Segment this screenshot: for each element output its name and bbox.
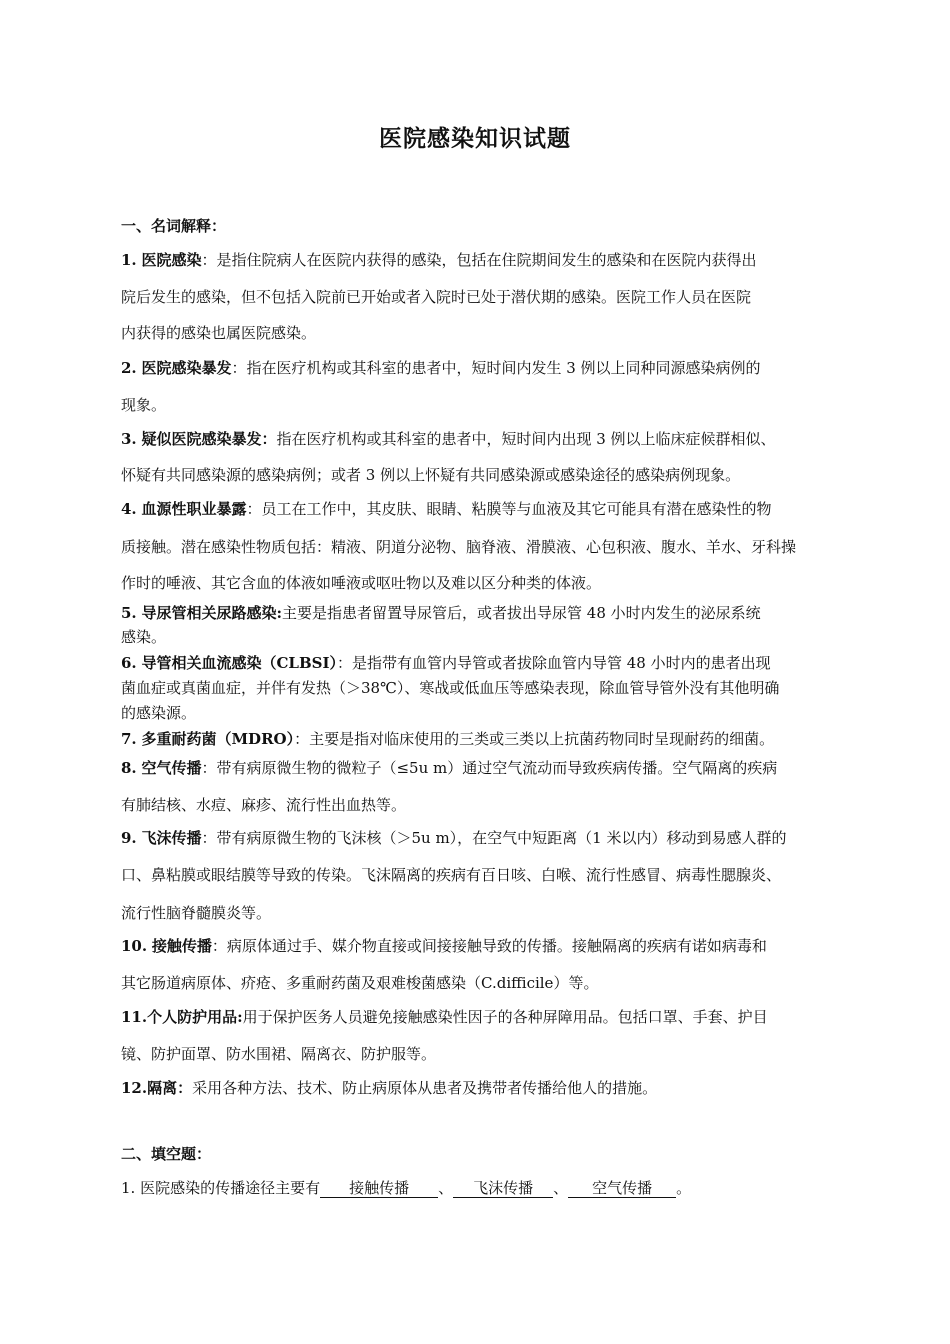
definition-text: ：是指住院病人在医院内获得的感染，包括在住院期间发生的感染和在医院内获得出 <box>201 251 757 269</box>
definition-text: ：是指带有血管内导管或者拔除血管内导管 48 小时内的患者出现 <box>336 654 771 672</box>
question-text: 医院感染的传播途径主要有 <box>140 1179 321 1197</box>
definition-line: 其它肠道病原体、疥疮、多重耐药菌及艰难梭菌感染（C.difficile）等。 <box>121 974 599 992</box>
definition-line: 菌血症或真菌血症，并伴有发热（＞38℃）、寒战或低血压等感染表现，除血管导管外没有其他明确 <box>121 679 780 697</box>
term: 隔离： <box>147 1079 193 1097</box>
definition-text: 主要是指患者留置导尿管后，或者拔出导尿管 48 小时内发生的泌尿系统 <box>282 604 761 622</box>
definition-text: ：病原体通过手、媒介物直接或间接接触导致的传播。接触隔离的疾病有诺如病毒和 <box>211 937 767 955</box>
answer-blank-2: 飞沫传播 <box>453 1180 553 1198</box>
definition-9 <box>121 827 841 848</box>
term: 血源性职业暴露 <box>141 500 247 518</box>
definition-line: 镜、防护面罩、防水围裙、隔离衣、防护服等。 <box>121 1045 437 1063</box>
definition-7 <box>121 728 841 749</box>
definition-line: 怀疑有共同感染源的感染病例；或者 3 例以上怀疑有共同感染源或感染途径的感染病例现象。 <box>121 466 741 484</box>
definition-text: ：带有病原微生物的微粒子（≤5u m）通过空气流动而导致疾病传播。空气隔离的疾病 <box>201 759 778 777</box>
item-number: 9. <box>121 829 137 847</box>
item-number: 2. <box>121 359 137 377</box>
item-number: 4. <box>121 500 137 518</box>
item-number: 1. <box>121 251 137 269</box>
definition-6 <box>121 652 841 673</box>
definition-text: ：带有病原微生物的飞沫核（＞5u m），在空气中短距离（1 米以内）移动到易感人群的 <box>201 829 787 847</box>
definition-text: ：指在医疗机构或其科室的患者中，短时间内发生 3 例以上同种同源感染病例的 <box>231 359 761 377</box>
term: 导管相关血流感染（CLBSI） <box>141 654 337 672</box>
definition-11 <box>121 1006 841 1027</box>
item-number: 3. <box>121 430 137 448</box>
item-number: 8. <box>121 759 137 777</box>
item-number: 1. <box>121 1179 136 1197</box>
end-punctuation: 。 <box>676 1179 692 1197</box>
item-number: 5. <box>121 604 137 622</box>
separator: 、 <box>553 1179 569 1197</box>
definition-line: 院后发生的感染，但不包括入院前已开始或者入院时已处于潜伏期的感染。医院工作人员在医院 <box>121 288 752 306</box>
definition-1 <box>121 249 841 270</box>
definition-2 <box>121 357 841 378</box>
definition-line: 现象。 <box>121 396 167 414</box>
definition-12 <box>121 1077 841 1098</box>
definition-line: 质接触。潜在感染性物质包括：精液、阴道分泌物、脑脊液、滑膜液、心包积液、腹水、羊水、牙科操 <box>121 538 797 556</box>
separator: 、 <box>438 1179 454 1197</box>
answer-blank-3: 空气传播 <box>568 1180 676 1198</box>
definition-line: 内获得的感染也属医院感染。 <box>121 324 317 342</box>
definition-text: 采用各种方法、技术、防止病原体从患者及携带者传播给他人的措施。 <box>192 1079 658 1097</box>
term: 导尿管相关尿路感染: <box>141 604 282 622</box>
fill-blank-question-1 <box>121 1177 841 1198</box>
definition-text: 指在医疗机构或其科室的患者中，短时间内出现 3 例以上临床症候群相似、 <box>276 430 776 448</box>
term: 医院感染 <box>141 251 202 269</box>
item-number: 7. <box>121 730 137 748</box>
term: 多重耐药菌（MDRO） <box>141 730 295 748</box>
definition-line: 作时的唾液、其它含血的体液如唾液或呕吐物以及难以区分种类的体液。 <box>121 574 602 592</box>
definition-line: 的感染源。 <box>121 704 197 722</box>
definition-5 <box>121 602 841 623</box>
item-number: 10. <box>121 937 148 955</box>
definition-3 <box>121 428 841 449</box>
definition-text: 用于保护医务人员避免接触感染性因子的各种屏障用品。包括口罩、手套、护目 <box>242 1008 768 1026</box>
definition-text: ：主要是指对临床使用的三类或三类以上抗菌药物同时呈现耐药的细菌。 <box>294 730 775 748</box>
item-number: 11. <box>121 1008 148 1026</box>
definition-line: 感染。 <box>121 628 167 646</box>
definition-text: ：员工在工作中，其皮肤、眼睛、粘膜等与血液及其它可能具有潜在感染性的物 <box>246 500 772 518</box>
section-heading-fill-blank: 二、填空题： <box>121 1145 212 1163</box>
term: 疑似医院感染暴发： <box>141 430 277 448</box>
answer-blank-1: 接触传播 <box>320 1180 438 1198</box>
term: 医院感染暴发 <box>141 359 232 377</box>
definition-4 <box>121 498 841 519</box>
definition-line: 有肺结核、水痘、麻疹、流行性出血热等。 <box>121 796 407 814</box>
section-heading-definitions: 一、名词解释： <box>121 217 227 235</box>
term: 飞沫传播 <box>141 829 202 847</box>
definition-8 <box>121 757 841 778</box>
definition-line: 流行性脑脊髓膜炎等。 <box>121 904 272 922</box>
item-number: 6. <box>121 654 137 672</box>
term: 接触传播 <box>151 937 212 955</box>
definition-10 <box>121 935 841 956</box>
term: 个人防护用品: <box>147 1008 243 1026</box>
page-title: 医院感染知识试题 <box>379 125 571 152</box>
term: 空气传播 <box>141 759 202 777</box>
definition-line: 口、鼻粘膜或眼结膜等导致的传染。飞沫隔离的疾病有百日咳、白喉、流行性感冒、病毒性腮腺炎、 <box>121 866 782 884</box>
item-number: 12. <box>121 1079 148 1097</box>
